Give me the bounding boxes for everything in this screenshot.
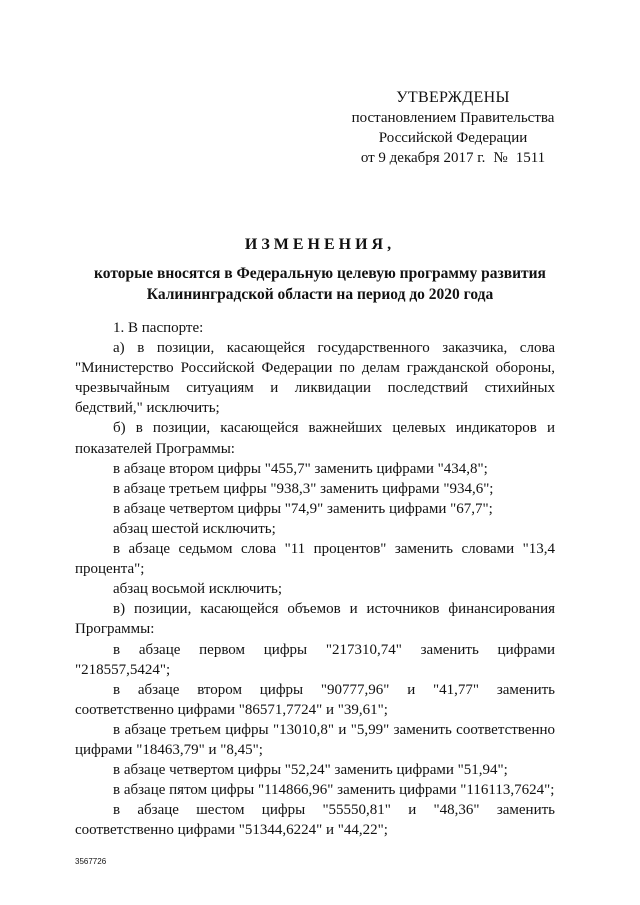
approval-date-line <box>338 148 568 168</box>
approval-number: 1511 <box>515 150 546 166</box>
paragraph: в абзаце шестом цифры "55550,81" и "48,36" заменить соответственно цифрами "51344,6224" и "44,22"; <box>75 802 555 839</box>
document-subtitle <box>70 263 570 305</box>
paragraph: в абзаце четвертом цифры "74,9" заменить цифрами "67,7"; <box>113 500 493 517</box>
approval-heading: УТВЕРЖДЕНЫ <box>396 89 510 106</box>
subtitle-line-2: Калининградской области на период до 2020 года <box>146 286 494 303</box>
paragraph: в абзаце третьем цифры "938,3" заменить цифрами "934,6"; <box>113 480 494 497</box>
paragraph: в абзаце втором цифры "90777,96" и "41,77" заменить соответственно цифрами "86571,7724" и "39,61"; <box>75 681 555 718</box>
approval-date: от 9 декабря 2017 г. <box>360 150 486 166</box>
paragraph: в абзаце седьмом слова "11 процентов" заменить словами "13,4 процента"; <box>75 541 555 578</box>
paragraph: абзац шестой исключить; <box>113 520 276 537</box>
document-body <box>75 318 555 840</box>
paragraph: в абзаце втором цифры "455,7" заменить цифрами "434,8"; <box>113 460 488 477</box>
paragraph: в абзаце четвертом цифры "52,24" заменить цифрами "51,94"; <box>113 762 508 779</box>
paragraph: 1. В паспорте: <box>113 320 204 336</box>
paragraph: абзац восьмой исключить; <box>113 581 282 598</box>
approval-stamp <box>338 88 568 168</box>
paragraph: в) позиции, касающейся объемов и источников финансирования Программы: <box>75 601 555 638</box>
paragraph: в абзаце третьем цифры "13010,8" и "5,99" заменить соответственно цифрами "18463,79" и "8,45"; <box>75 721 555 758</box>
subtitle-line-1: которые вносятся в Федеральную целевую программу развития <box>94 265 546 282</box>
approval-number-sign: № <box>493 150 508 166</box>
paragraph: а) в позиции, касающейся государственного заказчика, слова "Министерство Российской Федерации по делам гражданской обороны, чрезвычайным ситуациям и ликвидации последствий стихийных бедствий," исключить; <box>75 340 555 417</box>
document-code: 3567726 <box>75 857 107 866</box>
approval-authority: постановлением Правительства <box>351 110 555 126</box>
paragraph: б) в позиции, касающейся важнейших целевых индикаторов и показателей Программы: <box>75 420 555 457</box>
approval-country: Российской Федерации <box>378 130 528 146</box>
paragraph: в абзаце первом цифры "217310,74" заменить цифрами "218557,5424"; <box>75 641 555 678</box>
document-title: ИЗМЕНЕНИЯ, <box>244 236 396 253</box>
paragraph: в абзаце пятом цифры "114866,96" заменить цифрами "116113,7624"; <box>113 782 555 799</box>
